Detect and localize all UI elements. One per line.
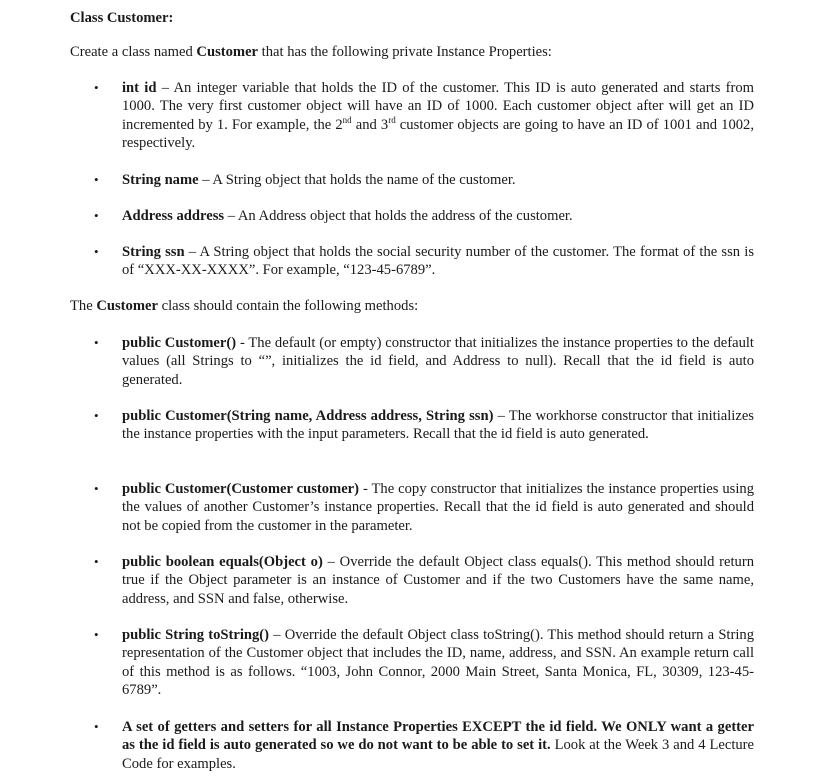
method-item-workhorse-constructor <box>94 407 754 444</box>
property-text <box>122 79 754 152</box>
method-description: – Override the default Object class toString(). This method should return a String representation of the Customer object that includes the ID, name, address, and SSN. An example return call of this method is as follows. “1003, John Connor, 2000 Main Street, Santa Monica, FL, 30309, 123-45-6789”. <box>122 627 754 698</box>
method-item-copy-constructor <box>94 480 754 535</box>
property-signature: String ssn <box>122 244 185 260</box>
property-description-cont: and 3 <box>351 116 389 133</box>
property-text <box>122 243 754 280</box>
bullet-icon: • <box>94 80 99 95</box>
method-signature: public boolean equals(Object o) <box>122 554 323 570</box>
method-signature: public Customer(Customer customer) <box>122 481 360 497</box>
bullet-icon: • <box>94 408 99 423</box>
bullet-icon: • <box>94 208 99 223</box>
method-item-tostring <box>94 626 754 699</box>
methods-intro-class-name: Customer <box>96 298 158 314</box>
method-item-getters-setters <box>94 718 754 773</box>
bullet-icon: • <box>94 172 99 187</box>
property-description: – An integer variable that holds the ID of the customer. This ID is auto generated and starts from 1000. The very first customer object will have an ID of 1000. Each customer object after will get an ID incremented by 1. For example, the 2 <box>122 80 754 133</box>
method-item-equals <box>94 553 754 608</box>
intro-text-end: that has the following private Instance Properties: <box>258 44 552 60</box>
property-text <box>122 171 754 189</box>
bullet-icon: • <box>94 627 99 642</box>
method-description: - The default (or empty) constructor that initializes the instance properties to the default values (all Strings to “”, initializes the id field, and Address to null). Recall that the id field is auto generated. <box>122 335 754 388</box>
method-text <box>122 407 754 444</box>
method-text <box>122 553 754 608</box>
method-description: – The workhorse constructor that initializes the instance properties with the input parameters. Recall that the id field is auto generated. <box>122 408 754 443</box>
intro-class-name: Customer <box>196 44 259 60</box>
methods-intro-paragraph <box>70 298 418 315</box>
method-description: – Override the default Object class equals(). This method should return true if the Object parameter is an instance of Customer and if the two Customers have the same name, address, and SSN and false, otherwise. <box>122 554 755 607</box>
method-description: Look at the Week 3 and 4 Lecture Code for examples. <box>122 737 755 772</box>
methods-intro-text: The <box>70 298 97 314</box>
property-item-name <box>94 171 754 189</box>
property-item-id <box>94 79 754 152</box>
method-text <box>122 334 754 389</box>
property-description: – A String object that holds the name of the customer. <box>198 172 516 188</box>
property-text <box>122 207 754 225</box>
method-item-default-constructor <box>94 334 754 389</box>
property-description: – A String object that holds the social security number of the customer. The format of the ssn is of “XXX-XX-XXXX”. For example, “123-45-6789”. <box>122 244 754 279</box>
superscript-suffix: rd <box>388 114 396 125</box>
intro-paragraph <box>70 44 552 61</box>
method-signature: public String toString() <box>122 627 270 643</box>
property-item-ssn <box>94 243 754 280</box>
property-item-address <box>94 207 754 225</box>
method-signature: public Customer() <box>122 335 237 351</box>
bullet-icon: • <box>94 244 99 259</box>
bullet-icon: • <box>94 335 99 350</box>
property-signature: int id <box>122 80 157 96</box>
method-text <box>122 480 754 535</box>
property-description: – An Address object that holds the address of the customer. <box>224 208 573 224</box>
method-description: - The copy constructor that initializes the instance properties using the values of another Customer’s instance properties. Recall that the id field is auto generated and should not be copied from the customer in the parameter. <box>122 481 755 534</box>
method-signature: public Customer(String name, Address address, String ssn) <box>122 408 494 424</box>
intro-text: Create a class named <box>70 44 197 60</box>
property-description-end: customer objects are going to have an ID of 1001 and 1002, respectively. <box>122 116 754 151</box>
bullet-icon: • <box>94 554 99 569</box>
bullet-icon: • <box>94 481 99 496</box>
method-signature: A set of getters and setters for all Instance Properties EXCEPT the id field. We ONLY want a getter as the id field is auto generated so we do not want to be able to set it. <box>122 719 754 754</box>
property-signature: String name <box>122 172 199 188</box>
superscript-suffix: nd <box>342 114 352 125</box>
section-heading: Class Customer: <box>70 10 174 26</box>
property-signature: Address address <box>122 208 225 224</box>
method-text <box>122 626 754 699</box>
method-text <box>122 718 754 773</box>
methods-intro-text-end: class should contain the following methods: <box>157 298 419 314</box>
bullet-icon: • <box>94 719 99 734</box>
